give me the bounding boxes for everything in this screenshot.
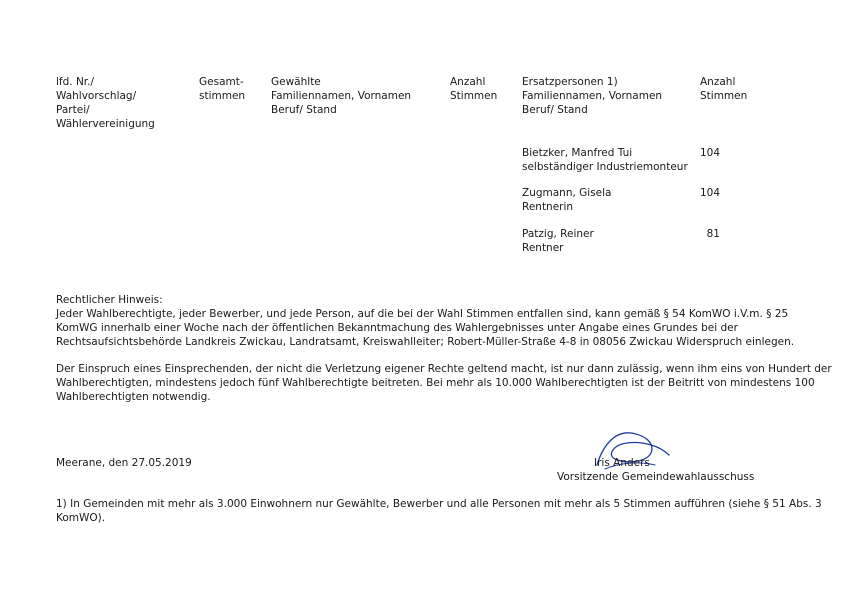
ersatz-row-1: [522, 146, 688, 174]
footnote: [56, 497, 822, 525]
ersatz-stimmen: 104: [699, 187, 720, 199]
ersatz-name: Patzig, Reiner: [522, 228, 594, 240]
header-gesamtstimmen: Gesamt- stimmen: [199, 76, 246, 102]
legal-notice-line: Rechtsaufsichtsbehörde Landkreis Zwickau, Landratsamt, Kreiswahlleiter; Robert-Müller-Straße 4-8 in 08056 Zwickau Widerspruch einlegen.: [56, 336, 795, 348]
objection-line: Wahlberechtigten, mindestens jedoch fünf Wahlberechtigte beitreten. Bei mehr als 10.000 Wahlberechtigten ist der Beitritt von mindestens 100: [56, 377, 815, 389]
header-anzahl-stimmen-2: Anzahl Stimmen: [700, 76, 748, 102]
footnote-line: 1) In Gemeinden mit mehr als 3.000 Einwohnern nur Gewählte, Bewerber und alle Personen mit mehr als 5 Stimmen aufführen (siehe § 51 Abs. 3: [56, 498, 822, 510]
header-gewaehlte: Gewählte Familiennamen, Vornamen Beruf/ Stand: [271, 76, 412, 116]
ersatz-stimmen: 104: [699, 147, 720, 159]
header-anzahl-stimmen-1: Anzahl Stimmen: [450, 76, 498, 102]
footnote-line: KomWO).: [56, 512, 106, 524]
objection-line: Wahlberechtigten notwendig.: [56, 391, 211, 403]
signer-role: Vorsitzende Gemeindewahlausschuss: [557, 471, 755, 483]
ersatz-beruf: Rentner: [522, 242, 564, 254]
header-ersatzpersonen: Ersatzpersonen 1) Familiennamen, Vornamen Beruf/ Stand: [522, 76, 663, 116]
ersatz-name: Bietzker, Manfred Tui: [522, 147, 633, 159]
ersatz-beruf: selbständiger Industriemonteur: [522, 161, 688, 173]
legal-notice-title: Rechtlicher Hinweis:: [56, 294, 163, 306]
ersatz-beruf: Rentnerin: [522, 201, 574, 213]
ersatz-row-2: [522, 186, 612, 214]
place-date: Meerane, den 27.05.2019: [56, 457, 192, 469]
ersatz-name: Zugmann, Gisela: [522, 187, 612, 199]
legal-notice-line: Jeder Wahlberechtigte, jeder Bewerber, und jede Person, auf die bei der Wahl Stimmen entfallen sind, kann gemäß § 54 KomWO i.V.m. § 25: [56, 308, 789, 320]
legal-notice-line: KomWG innerhalb einer Woche nach der öffentlichen Bekanntmachung des Wahlergebnisses unter Angabe eines Grundes bei der: [56, 322, 738, 334]
objection-line: Der Einspruch eines Einsprechenden, der nicht die Verletzung eigener Rechte geltend macht, ist nur dann zulässig, wenn ihm eins von Hundert der: [56, 363, 832, 375]
ersatz-stimmen: 81: [706, 228, 720, 240]
signer-name: Iris Anders: [594, 457, 650, 469]
ersatz-row-3: [522, 227, 594, 255]
legal-notice: [56, 293, 796, 349]
header-lfd-nr: lfd. Nr./ Wahlvorschlag/ Partei/ Wählervereinigung: [56, 76, 155, 130]
objection-paragraph: [56, 362, 832, 404]
